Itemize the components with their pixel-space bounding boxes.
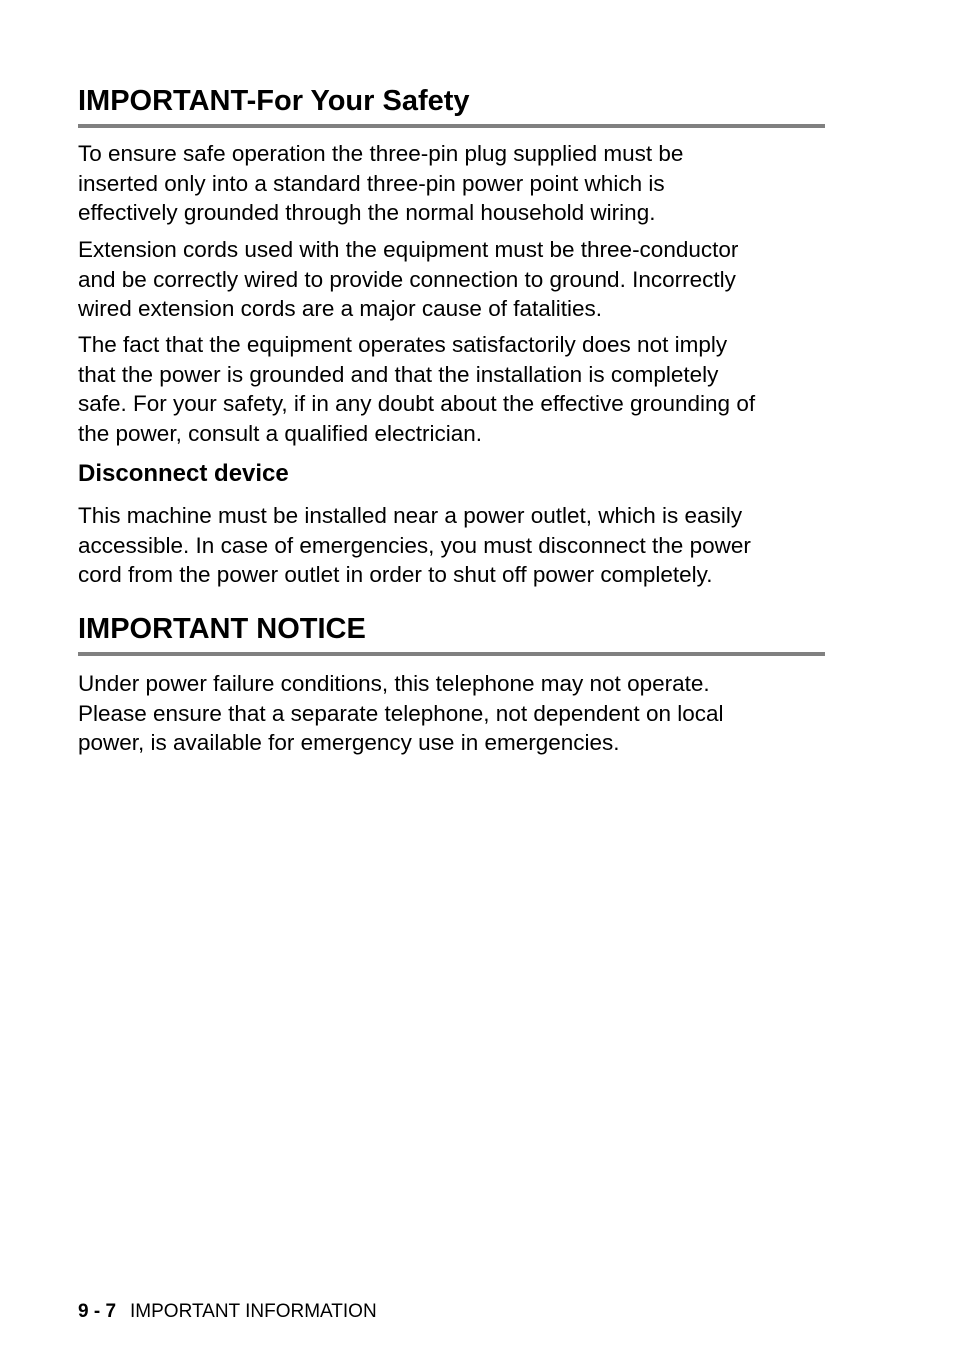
- text-line: To ensure safe operation the three-pin plug supplied must be: [78, 141, 684, 166]
- safety-heading-rule: [78, 124, 825, 128]
- text-line: and be correctly wired to provide connection to ground. Incorrectly: [78, 266, 736, 292]
- text-line: wired extension cords are a major cause of fatalities.: [78, 296, 603, 322]
- text-line: This machine must be installed near a power outlet, which is easily: [78, 503, 743, 528]
- text-line: The fact that the equipment operates satisfactorily does not imply: [78, 332, 728, 357]
- notice-heading-rule: [78, 652, 825, 656]
- text-line: that the power is grounded and that the installation is completely: [78, 361, 719, 387]
- safety-heading: IMPORTANT-For Your Safety: [78, 85, 470, 117]
- text-line: Under power failure conditions, this telephone may not operate.: [78, 671, 710, 696]
- page-footer: [78, 1300, 377, 1324]
- notice-heading: IMPORTANT NOTICE: [78, 613, 366, 645]
- safety-paragraph-1: [78, 139, 683, 228]
- footer-section-title: IMPORTANT INFORMATION: [130, 1301, 377, 1322]
- text-line: safe. For your safety, if in any doubt about the effective grounding of: [78, 391, 756, 417]
- notice-paragraph: [78, 669, 724, 758]
- text-line: accessible. In case of emergencies, you must disconnect the power: [78, 532, 751, 558]
- safety-paragraph-3: [78, 330, 755, 448]
- text-line: cord from the power outlet in order to shut off power completely.: [78, 562, 713, 588]
- text-line: power, is available for emergency use in emergencies.: [78, 730, 620, 756]
- text-line: Please ensure that a separate telephone, not dependent on local: [78, 700, 724, 726]
- text-line: Extension cords used with the equipment must be three-conductor: [78, 237, 739, 262]
- text-line: effectively grounded through the normal household wiring.: [78, 200, 656, 226]
- disconnect-paragraph: [78, 501, 751, 590]
- text-line: the power, consult a qualified electrician.: [78, 420, 482, 446]
- page-number: 9 - 7: [78, 1301, 117, 1322]
- safety-paragraph-2: [78, 235, 738, 324]
- disconnect-heading: Disconnect device: [78, 460, 289, 487]
- text-line: inserted only into a standard three-pin power point which is: [78, 170, 665, 196]
